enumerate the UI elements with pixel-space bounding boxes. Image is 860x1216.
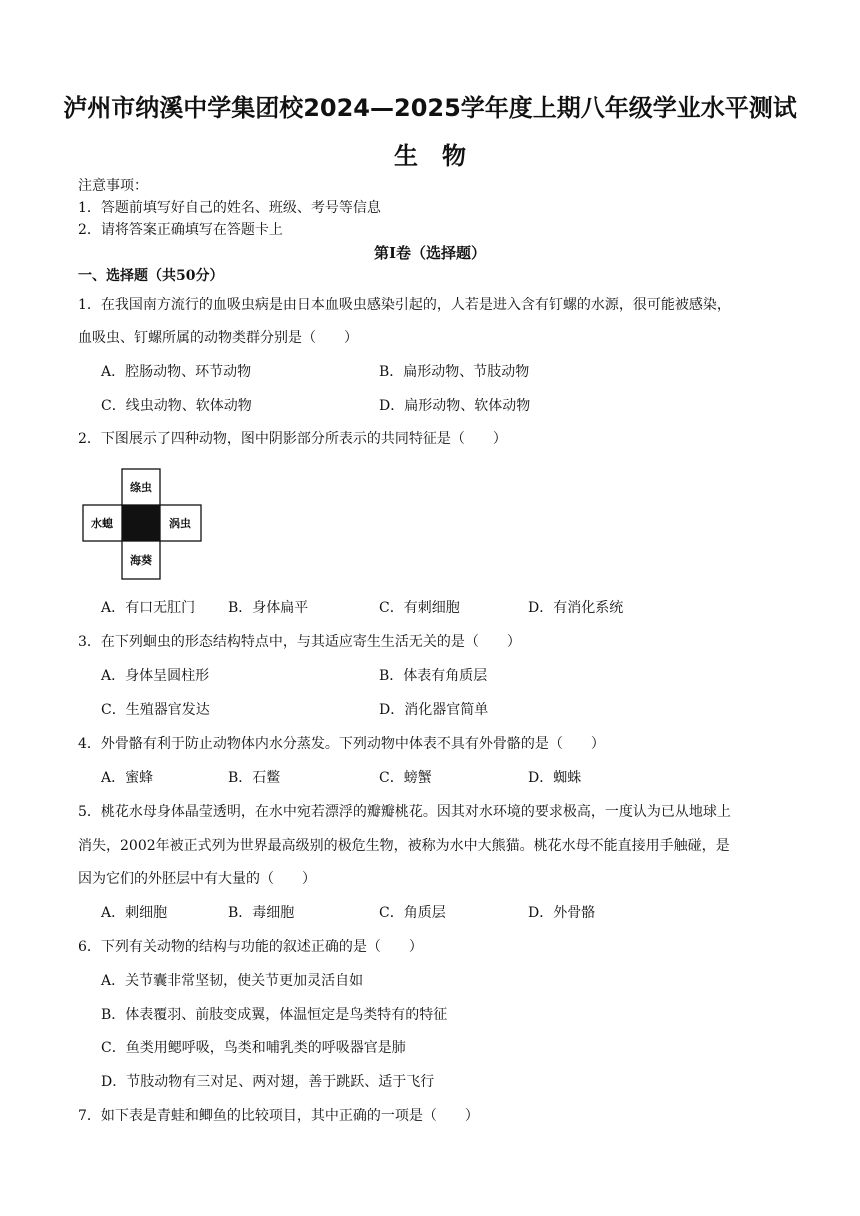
question-text: 3．在下列蛔虫的形态结构特点中，与其适应寄生生活无关的是（ ） — [78, 634, 521, 650]
option-a[interactable]: A．刺细胞 — [101, 905, 168, 921]
option-a[interactable]: A．关节囊非常坚韧，使关节更加灵活自如 — [101, 973, 364, 989]
option-d[interactable]: D．扁形动物、软体动物 — [379, 398, 531, 414]
label-right: 涡虫 — [169, 517, 191, 530]
option-b[interactable]: B．身体扁平 — [228, 600, 309, 616]
option-b[interactable]: B．扁形动物、节肢动物 — [379, 364, 530, 380]
question-text: 血吸虫、钉螺所属的动物类群分别是（ ） — [78, 330, 358, 346]
option-b[interactable]: B．毒细胞 — [228, 905, 295, 921]
question-text: 2．下图展示了四种动物，图中阴影部分所表示的共同特征是（ ） — [78, 431, 507, 447]
option-b[interactable]: B．体表覆羽、前肢变成翼，体温恒定是鸟类特有的特征 — [101, 1007, 448, 1023]
option-c[interactable]: C．角质层 — [379, 905, 446, 921]
option-d[interactable]: D．蜘蛛 — [528, 770, 582, 786]
option-a[interactable]: A．腔肠动物、环节动物 — [101, 364, 252, 380]
shaded-center — [122, 505, 160, 541]
question-text: 1．在我国南方流行的血吸虫病是由日本血吸虫感染引起的，人若是进入含有钉螺的水源，很可能被感染， — [78, 297, 731, 313]
option-b[interactable]: B．体表有角质层 — [379, 668, 488, 684]
option-c[interactable]: C．线虫动物、软体动物 — [101, 398, 252, 414]
question-text: 4．外骨骼有利于防止动物体内水分蒸发。下列动物中体表不具有外骨骼的是（ ） — [78, 736, 605, 752]
notice-item: 2．请将答案正确填写在答题卡上 — [78, 222, 283, 238]
option-b[interactable]: B．石鳖 — [228, 770, 281, 786]
option-d[interactable]: D．消化器官简单 — [379, 702, 489, 718]
question-text: 6．下列有关动物的结构与功能的叙述正确的是（ ） — [78, 939, 423, 955]
option-c[interactable]: C．螃蟹 — [379, 770, 432, 786]
label-top: 绦虫 — [130, 481, 152, 494]
option-d[interactable]: D．节肢动物有三对足、两对翅，善于跳跃、适于飞行 — [101, 1074, 435, 1090]
animal-cross-diagram — [82, 468, 202, 580]
option-c[interactable]: C．有刺细胞 — [379, 600, 460, 616]
option-a[interactable]: A．蜜蜂 — [101, 770, 154, 786]
notice-heading: 注意事项： — [78, 178, 148, 194]
option-c[interactable]: C．生殖器官发达 — [101, 702, 210, 718]
option-a[interactable]: A．身体呈圆柱形 — [101, 668, 210, 684]
notice-item: 1．答题前填写好自己的姓名、班级、考号等信息 — [78, 200, 381, 216]
option-c[interactable]: C．鱼类用鳃呼吸，鸟类和哺乳类的呼吸器官是肺 — [101, 1040, 406, 1056]
section-heading: 一、选择题（共50分） — [78, 268, 224, 284]
part-title: 第Ⅰ卷（选择题） — [373, 244, 487, 262]
question-text: 7．如下表是青蛙和鲫鱼的比较项目，其中正确的一项是（ ） — [78, 1108, 479, 1124]
option-d[interactable]: D．外骨骼 — [528, 905, 596, 921]
question-text: 消失，2002年被正式列为世界最高级别的极危生物，被称为水中大熊猫。桃花水母不能直接用手触碰，是 — [78, 838, 730, 854]
label-left: 水螅 — [91, 517, 113, 530]
question-text: 5．桃花水母身体晶莹透明，在水中宛若漂浮的瓣瓣桃花。因其对水环境的要求极高，一度认为已从地球上 — [78, 804, 731, 820]
question-text: 因为它们的外胚层中有大量的（ ） — [78, 871, 316, 887]
option-d[interactable]: D．有消化系统 — [528, 600, 624, 616]
option-a[interactable]: A．有口无肛门 — [101, 600, 196, 616]
exam-title: 泸州市纳溪中学集团校2024—2025学年度上期八年级学业水平测试 — [63, 94, 797, 122]
label-bottom: 海葵 — [130, 554, 152, 567]
subject-title: 生 物 — [394, 142, 466, 170]
